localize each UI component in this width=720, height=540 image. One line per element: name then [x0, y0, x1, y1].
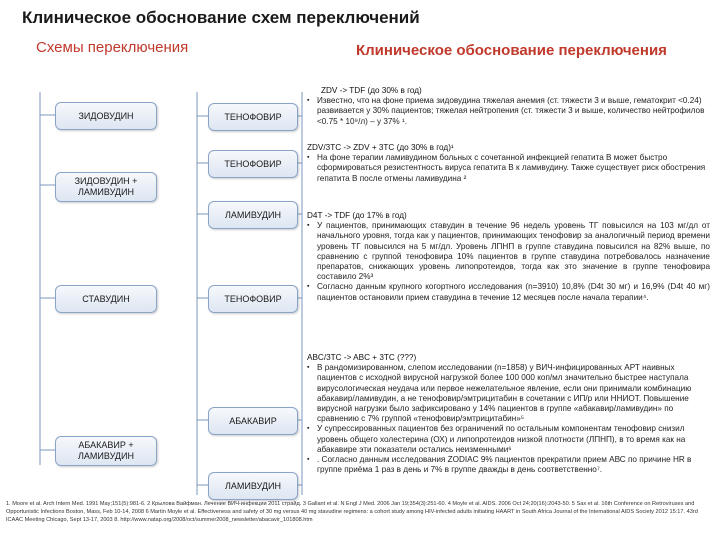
bullet-text: ▪ У супрессированных пациентов без ограничений по остальным компонентам тенофовир снизил уровень общего холестерина (ОХ) и липопротеидов низкой плотности (ЛПНП), в то время как на абакавире эти показатели остались неизменными⁶ [307, 424, 710, 455]
section-heading: D4T -> TDF (до 17% в год) [307, 211, 407, 220]
section-zdv3tc [307, 143, 710, 184]
section-abc3tc [307, 353, 710, 475]
section-heading: ZDV -> TDF (до 30% в год) [321, 86, 422, 95]
node-zidovudin-lamivudin: ЗИДОВУДИН + ЛАМИВУДИН [55, 172, 157, 202]
bullet-text: ▪ У пациентов, принимающих ставудин в течение 96 недель уровень ТГ повысился на 103 мг/дл от начального уровня, тогда как у пациентов, принимающих тенофовир за аналогичный период времени уровень ТГ повысился на 5 мг/дл. Уровень ЛПНП в группе ставудина повысился на 82% выше, по сравнению с группой тенофовира 10% пациентов в группе ставудина потребовалось назначение препаратов, снижающих уровень липопротеидов, тогда как это значение в группе тенофовира составило 2%³ [307, 221, 710, 282]
bullet-text: ▪ В рандомизированном, слепом исследовании (n=1858) у ВИЧ-инфицированных АРТ наивных пациентов с исходной вирусной нагрузкой более 100 000 коп/мл значительно быстрее наступала вирусологическая неудача или первое нежелательное явление, если они принимали комбинацию абакавир/ламивудин, а не тенофовир/эмтрицитабин в сочетании с ИП/р или ННИОТ. Повышение вирусной нагрузки было зафиксировано у 14% пациентов в группе «абакавир/ламивудин» по сравнению с 7% группой «тенофовир/эмтрицитабин»⁵ [307, 363, 710, 424]
node-lamivudin-2: ЛАМИВУДИН [208, 472, 298, 500]
node-abakavir-lamivudin: АБАКАВИР + ЛАМИВУДИН [55, 436, 157, 466]
bullet-text: ▪ На фоне терапии ламивудином больных с сочетанной инфекцией гепатита В может быстро сформироваться резистентность вируса гепатита В к ламивудину. Также существует риск обострения гепатита В после отмены ламивудина ² [307, 153, 710, 184]
section-heading: ZDV/3TC -> ZDV + 3TC (до 30% в год)¹ [307, 143, 454, 152]
references-footnote: 1. Moore et al. Arch Intern Med. 1991 May;151(5):981-6. 2 Крылова Вайфман. Лечение ВИЧ-инфекции 2011 страйд. 3 Gallant et al. N Engl J Med. 2006 Jan 19;354(3):251-60. 4 Moyle et al. AIDS. 2006 Oct 24;20(16):2043-50. 5 Sax et al. 16th Conference on Retroviruses and Opportunistic Infections Boston, Mass, Feb 10-14, 2008 6 Martin Moyle et al. Effectiveness and safety of 30 mg versus 40 mg stavudine regimens: a cohort study among HIV-infected adults initiating HAART in South Africa Journal of the International AIDS Society 2012 15:17. 43rd ICAAC Meeting Chicago, Sept 13-17, 2003 8. http://www.natap.org/2008/oct/summer2008_newsletter/abacavir_101808.htm [6, 501, 698, 523]
node-abakavir: АБАКАВИР [208, 407, 298, 435]
page-title: Клиническое обоснование схем переключений [22, 8, 420, 27]
switch-schemes-heading: Схемы переключения [36, 39, 189, 56]
bullet-text: ▪ Согласно данным крупного когортного исследования (n=3910) 10,8% (D4t 30 мг) и 16,9% (D4t 40 мг) пациентов остановили прием ставудина в течение 12 месяцев после начала терапии⁴. [307, 282, 710, 302]
clinical-rationale-heading: Клиническое обоснование переключения [356, 42, 667, 59]
section-zdv-tdf [307, 86, 710, 127]
node-stavudin: СТАВУДИН [55, 285, 157, 313]
node-tenofovir-2: ТЕНОФОВИР [208, 150, 298, 178]
node-tenofovir-3: ТЕНОФОВИР [208, 285, 298, 313]
node-zidovudin: ЗИДОВУДИН [55, 102, 157, 130]
section-d4t-tdf [307, 211, 710, 303]
node-tenofovir-1: ТЕНОФОВИР [208, 103, 298, 131]
bullet-text: ▪ Известно, что на фоне приема зидовудина тяжелая анемия (ст. тяжести 3 и выше, гематокрит <0.24) развивается у 30% пациентов; тяжелая нейтропения (ст. тяжести 3 и выше, количество нейтрофилов <0.75 * 10⁹/л) – у 37% ¹. [307, 96, 710, 127]
node-lamivudin-1: ЛАМИВУДИН [208, 201, 298, 229]
section-heading: ABC/3TC -> ABC + 3TC (???) [307, 353, 417, 362]
bullet-text: ▪ . Согласно данным исследования ZODIAC 9% пациентов прекратили прием АВС по причине НR в группе приёма 1 раз в день и 7% в группе дважды в день соответственно⁷. [307, 455, 710, 475]
